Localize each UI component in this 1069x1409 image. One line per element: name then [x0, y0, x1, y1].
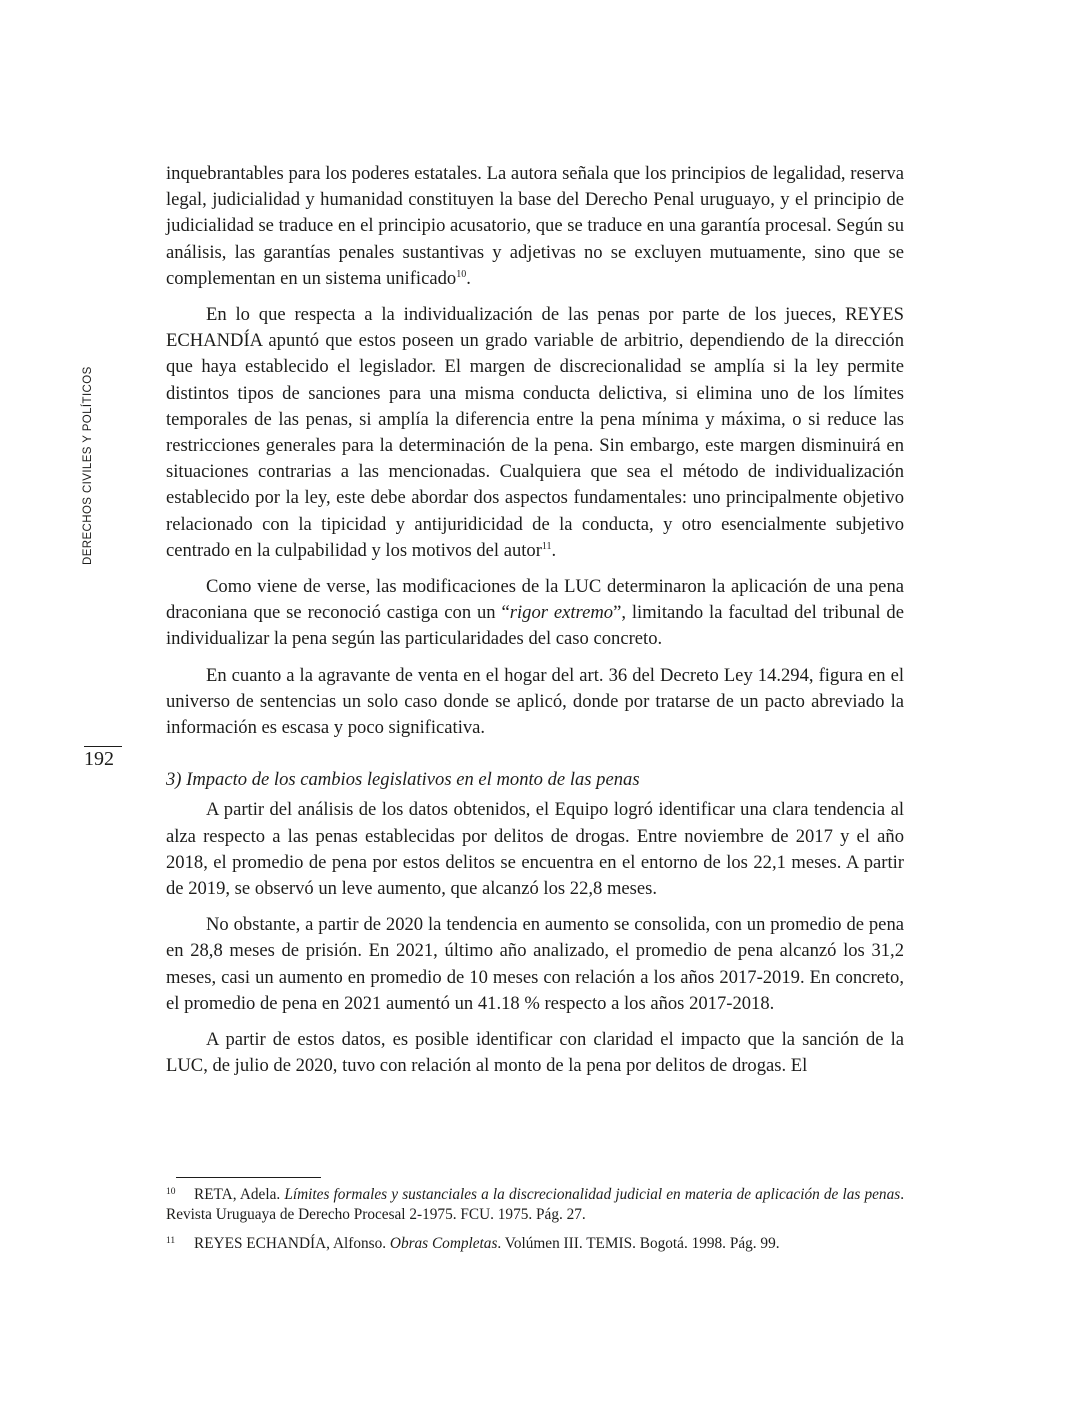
footnote-tail: . Volúmen III. TEMIS. Bogotá. 1998. Pág. 99. — [497, 1235, 780, 1252]
paragraph-3-text-b: ”, limitando la facultad del tribunal de individualizar la pena según las particularidades del caso concreto. — [166, 602, 904, 650]
footnote-10 — [166, 1182, 904, 1225]
page-number-rule — [84, 746, 122, 747]
paragraph-6: No obstante, a partir de 2020 la tendencia en aumento se consolida, con un promedio de pena en 28,8 meses de prisión. En 2021, último año analizado, el promedio de pena alcanzó los 31,2 meses, casi un aumento en promedio de 10 meses con relación a los años 2017-2019. En concreto, el promedio de pena en 2021 aumentó un 41.18 % respecto a los años 2017-2018. — [166, 914, 904, 1014]
footnote-tail: . Revista Uruguaya de Derecho Procesal 2-1975. FCU. 1975. Pág. 27. — [166, 1186, 905, 1223]
paragraph-2-end: . — [551, 539, 557, 561]
footnote-lead: RETA, Adela. — [194, 1186, 285, 1203]
paragraph-1-end: . — [466, 267, 471, 289]
paragraph-4: En cuanto a la agravante de venta en el hogar del art. 36 del Decreto Ley 14.294, figura en el universo de sentencias un solo caso donde se aplicó, donde por tratarse de un pacto abreviado la información es escasa y poco significativa. — [166, 664, 904, 739]
paragraph-2-text: En lo que respecta a la individualización de las penas por parte de los jueces, REYES ECHANDÍA apuntó que estos poseen un grado variable de arbitrio, dependiendo de la dirección que haya establecido el legislador. El margen de discrecionalidad se amplía si la ley permite distintos tipos de sanciones para una misma conducta delictiva, si elimina uno de los límites temporales de las penas, si amplía la diferencia entre la pena mínima y máxima, o si reduce las restricciones generales para la determinación de la pena. Sin embargo, este margen disminuirá en situaciones contrarias a las mencionadas. Cualquiera que sea el método de individualización establecido por la ley, este debe abordar dos aspectos fundamentales: uno principalmente objetivo relacionado con la tipicidad y antijuridicidad de la conducta, y otro esencialmente subjetivo centrado en la culpabilidad y los motivos del autor — [166, 304, 904, 561]
footnote-number: 11 — [166, 1236, 176, 1246]
page-number: 192 — [84, 748, 114, 770]
paragraph-5: A partir del análisis de los datos obtenidos, el Equipo logró identificar una clara tendencia al alza respecto a las penas establecidas por delitos de drogas. Entre noviembre de 2017 y el año 2018, el promedio de pena por estos delitos se encuentra en el entorno de los 22,1 meses. A partir de 2019, se observó un leve aumento, que alcanzó los 22,8 meses. — [166, 799, 904, 900]
footnotes — [166, 1176, 904, 1254]
running-side-title — [82, 366, 132, 570]
footnote-title: Obras Completas — [389, 1235, 498, 1252]
footnote-lead: REYES ECHANDÍA, Alfonso. — [194, 1235, 390, 1252]
footnote-11 — [166, 1231, 904, 1254]
paragraph-3 — [166, 574, 904, 653]
footnote-ref-11[interactable]: 11 — [541, 540, 552, 552]
footnote-title: Límites formales y sustanciales a la discrecionalidad judicial en materia de aplicación de las penas — [284, 1186, 901, 1203]
paragraph-7: A partir de estos datos, es posible identificar con claridad el impacto que la sanción de la LUC, de julio de 2020, tuvo con relación al monto de la pena por delitos de drogas. El — [166, 1029, 904, 1077]
footnote-ref-10[interactable]: 10 — [456, 268, 467, 280]
section-heading: 3) Impacto de los cambios legislativos en el monto de las penas — [166, 769, 640, 791]
footnote-number: 10 — [166, 1187, 176, 1197]
paragraph-1 — [166, 161, 904, 292]
paragraph-2 — [166, 302, 904, 564]
paragraph-3-emphasis: rigor extremo — [509, 602, 614, 624]
side-title-text: DERECHOS CIVILES Y POLÍTICOS — [82, 366, 94, 565]
paragraph-1-text: inquebrantables para los poderes estatales. La autora señala que los principios de legalidad, reserva legal, judicialidad y humanidad constituyen la base del Derecho Penal uruguayo, y el principio de judicialidad se traduce en el principio acusatorio, que se traduce en una garantía procesal. Según su análisis, las garantías penales sustantivas y adjetivas no se excluyen mutuamente, sino que se complementan en un sistema unificado — [166, 163, 904, 289]
body-text — [166, 161, 904, 1090]
paragraph-3-text-a: Como viene de verse, las modificaciones de la LUC determinaron la aplicación de una pena draconiana que se reconoció castiga con un “ — [166, 576, 904, 624]
